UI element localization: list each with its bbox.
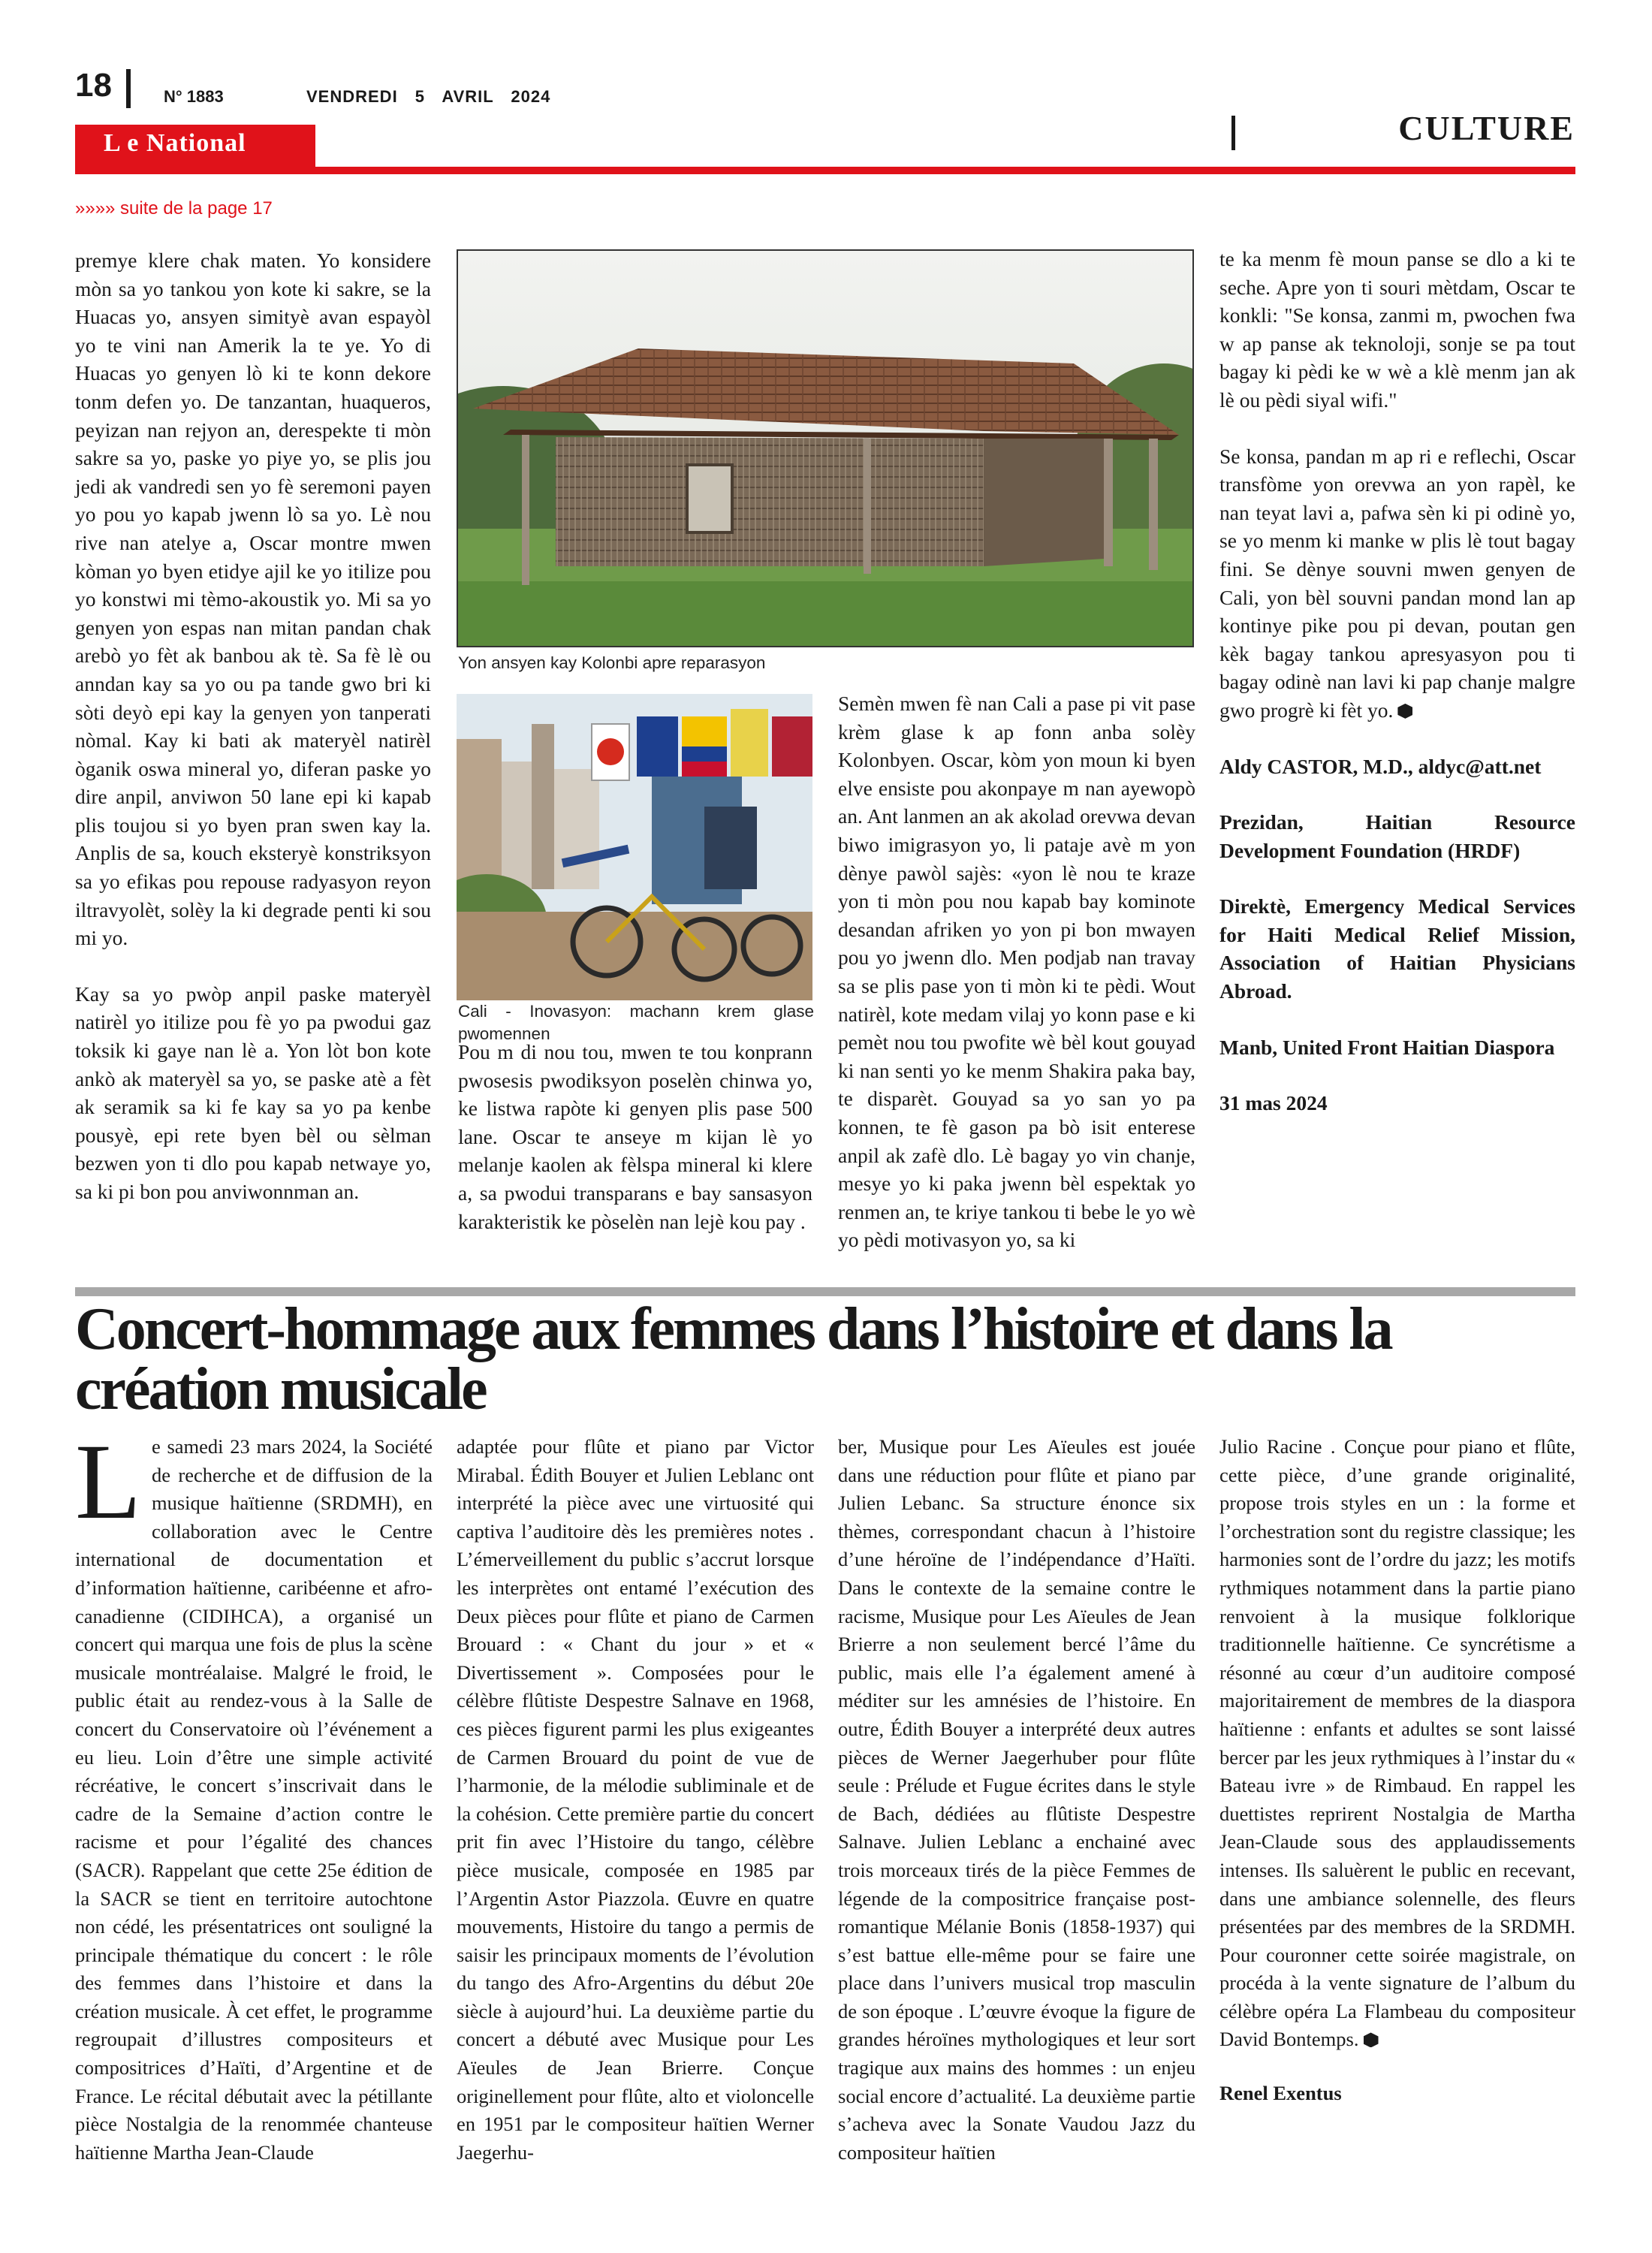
ice-cream-vendor-photo (457, 694, 812, 1000)
continued-from-link[interactable]: »»»» suite de la page 17 (75, 198, 273, 219)
paragraph (1219, 442, 1575, 725)
vendor-illustration (457, 694, 812, 1000)
header-divider (126, 69, 131, 108)
paragraph: te ka menm fè moun panse se dlo a ki te seche. Apre yon ti souri mètdam, Oscar te konkli: "Se konsa, zanmi m, pwochen fwa w ap panse ak teknoloji, sonje se pa tout bagay ki pèdi ke w wè a klè menm jan ak lè ou pèdi siyal wifi." (1219, 247, 1575, 412)
top-article-column-5 (1219, 245, 1575, 1117)
bottom-article-column-2: adaptée pour flûte et piano par Victor Mirabal. Édith Bouyer et Julien Leblanc ont interprété la pièce avec une virtuosité qui captiva l’auditoire dès les premières notes . L’émerveillement du public s’accrut lorsque les interprètes ont entamé l’exécution des Deux pièces pour flûte et piano de Carmen Brouard : « Chant du jour » et « Divertissement ». Composées pour le célèbre flûtiste Despestre Salnave en 1968, ces pièces figurent parmi les plus exigeantes de Carmen Brouard du point de vue de l’harmonie, de la mélodie subliminale et de la cohésion. Cette première partie du concert prit fin avec l’Histoire du tango, célèbre pièce musicale, composée en 1985 par l’Argentin Astor Piazzola. Œuvre en quatre mouvements, Histoire du tango a permis de saisir les principaux moments de l’évolution du tango des Afro-Argentins du début 20e siècle à aujourd’hui. La deuxième partie du concert a débuté avec Musique pour Les Aïeules de Jean Brierre. Conçue originellement pour flûte, alto et violoncelle en 1951 par le compositeur haïtien Werner Jaegerhu- (457, 1435, 814, 2164)
house-illustration (458, 251, 1194, 647)
issue-number: N° 1883 (164, 87, 224, 106)
top-article-column-4 (838, 689, 1195, 1254)
author-role: Manb, United Front Haitian Diaspora (1219, 1035, 1555, 1059)
paragraph-text: e samedi 23 mars 2024, la Société de recherche et de diffusion de la musique haïtienne (SRDMH), en collaboration avec le Centre international de documentation et d’information haïtienne, caribéenne et afro-canadienne (CIDIHCA), a organisé un concert qui marqua une fois de plus la scène musicale montréalaise. Malgré le froid, le public était au rendez-vous à la Salle de concert du Conservatoire où l’événement a eu lieu. Loin d’être une simple activité récréative, le concert s’inscrivait dans le cadre de la Semaine d’action contre le racisme et pour l’égalité des chances (SACR). Rappelant que cette 25e édition de la SACR se tient en territoire autochtone non cédé, les présentatrices ont souligné la principale thématique du concert : le rôle des femmes dans l’histoire et dans la création musicale. À cet effet, le programme regroupait d’illustres compositeurs et compositrices d’Haïti, d’Argentine et de France. Le récital débutait avec la pétillante pièce Nostalgia de la renommée chanteuse haïtienne Martha Jean-Claude (75, 1435, 433, 2164)
drop-cap: L (75, 1422, 141, 1542)
photo-caption: Yon ansyen kay Kolonbi apre reparasyon (458, 653, 766, 672)
article-headline: Concert-hommage aux femmes dans l’histoire et dans la création musicale (75, 1296, 1391, 1422)
section-divider (1231, 116, 1235, 150)
top-article-column-3 (458, 1038, 812, 1235)
paragraph: Semèn mwen fè nan Cali a pase pi vit pase krèm glase k ap fonn anba solèy Kolonbyen. Oscar, kòm yon moun ki byen elve ensiste pou akonpaye m nan ayewopò an. Ant lanmen an ak akolad orevwa devan biwo imigrasyon yo, li pataje avè m yon dènye pawòl sajès: «yon lè nou te kraze yon ti mòn pou nou kapab bay kominote desandan afriken yo yon pi bon mwayen pou yo jwenn dlo. Men podjab nan travay sa se plis pase yon ti mòn ki te pèdi. Wout natirèl, kote medam vilaj yo konn pase e ki pemèt nou tou pwofite wè bèl kout gouyad ki nan senti yo ke menm Shakira paka bay, te disparèt. Gouyad sa yo san yo pa konnen, te fè gason pa bò isit enterese anpil ak zafè dlo. Lè bagay yo vin chanje, mesye yo ki paka jwenn bèl espektak yo renmen an, te kriye tankou ti bebe le yo wè yo pèdi motivasyon yo, sa ki (838, 692, 1195, 1252)
author-role: Prezidan, Haitian Resource Development Foundation (HRDF) (1219, 810, 1575, 862)
photo-caption: Cali - Inovasyon: machann krem glase pwomennen (458, 1002, 814, 1043)
author-signature: Aldy CASTOR, M.D., aldyc@att.net (1219, 754, 1542, 778)
paragraph: premye klere chak maten. Yo konsidere mòn sa yo tankou yon kote ki sakre, se la Huacas yo, ansyen simityè avan espayòl yo te vini nan Amerik la te ye. Yo di Huacas yo genyen lò ki te konn dekore tonm defen yo. De tanzantan, huaqueros, peyizan nan rejyon an, derespekte ti mòn sakre sa yo, paske yo piye yo, se plis jou jedi ak vandredi sen yo fè seremoni payen yo pou yo kapab jwenn lò sa yo. Lè nou rive nan atelye a, Oscar montre mwen kòman yo byen etidye ajil ke yo itilize pou yo konstwi mi tèmo-akoustik yo. Mi sa yo genyen yon espas nan mitan pandan chak arebò yo fèt ak banbou ak tè. Sa fè lè ou anndan kay sa yo ou pa tande gwo bri ki sòti deyò epi kay la genyen yon tanperati nòmal. Kay ki bati ak materyèl natirèl òganik oswa mineral yo, diferan paske yo dire anpil, anviwon 50 lane epi ki kapab plis toujou si yo byen pran swen kay la. Anplis de sa, kouch eksteryè konstriksyon sa yo efikas pou repouse radyasyon reyon iltravyolèt, solèy la ki degrade penti ki sou mi yo. (75, 249, 431, 950)
paragraph: Kay sa yo pwòp anpil paske materyèl natirèl yo itilize pou fè yo pa pwodui gaz toksik ki gaye nan lè a. Yon lòt bon kote ankò ak materyèl sa yo, se paske atè a fèt ak seramik sa ki fe kay sa yo pa kenbe pousyè, epi rete byen bèl ou sèlman bezwen yon ti dlo pou kapab netwaye yo, sa ki pi bon pou anviwonnman an. (75, 982, 431, 1203)
paragraph (1219, 1433, 1575, 2054)
header-red-rule (75, 167, 1575, 174)
section-title: CULTURE (1398, 109, 1575, 147)
publication-name: L e National (104, 129, 246, 157)
end-of-article-icon (1397, 704, 1412, 719)
colombian-house-photo (457, 249, 1194, 647)
top-article-column-1 (75, 246, 431, 1206)
bottom-article-column-3: ber, Musique pour Les Aïeules est jouée dans une réduction pour flûte et piano par Julien Lebanc. Sa structure énonce six thèmes, correspondant chacun à l’histoire d’une héroïne de l’indépendance d’Haïti. Dans le contexte de la semaine contre le racisme, Musique pour Les Aïeules de Jean Brierre a non seulement bercé l’âme du public, mais elle l’a également amené à méditer sur les amnésies de l’histoire. En outre, Édith Bouyer a interprété deux autres pièces de Werner Jaegerhuber pour flûte seule : Prélude et Fugue écrites dans le style de Bach, dédiées au flûtiste Despestre Salnave. Julien Leblanc a enchainé avec trois morceaux tirés de la pièce Femmes de légende de la compositrice française post-romantique Mélanie Bonis (1858-1937) qui s’est battue elle-même pour se faire une place dans l’univers musical trop masculin de son époque . L’œuvre évoque la figure de grandes héroïnes mythologiques et leur sort tragique aux mains des hommes : un enjeu social encore d’actualité. La deuxième partie s’acheva avec la Sonate Vaudou Jazz du compositeur haïtien (838, 1435, 1195, 2164)
article-separator (75, 1287, 1575, 1296)
bottom-article-column-4 (1219, 1433, 1575, 2108)
paragraph: Pou m di nou tou, mwen te tou konprann pwosesis pwodiksyon poselèn chinwa yo, ke listwa rapòte ki genyen plis pase 500 lane. Oscar te anseye m kijan lè yo melanje kaolen ak fèlspa mineral ki klere a, sa pwodui transparans e bay sansasyon karakteristik ke pòselèn nan lejè kou pay . (458, 1040, 812, 1233)
article-author: Renel Exentus (1219, 2082, 1342, 2105)
issue-date: VENDREDI 5 AVRIL 2024 (306, 87, 551, 106)
bottom-article-column-1 (75, 1422, 433, 2167)
paragraph-text: Se konsa, pandan m ap ri e reflechi, Oscar transfòme yon orevwa an yon rapèl, ke nan teyat lavi a, pafwa sèn ki pi odinè yo, se yo menm ki manke w plis lè tout bagay fini. Se dènye souvni mwen genyen de Cali, yon bèl souvni pandan mond lan ap kontinye pike pou pi devan, poutan gen kèk bagay tankou apresyasyon pou ti bagay odinè nan lavi ki pap chanje malgre gwo progrè ki fèt yo. (1219, 444, 1575, 722)
paragraph-text: Julio Racine . Conçue pour piano et flûte, cette pièce, d’une grande originalité, propose trois styles en un : la forme et l’orchestration sont du registre classique; les harmonies sont de l’ordre du jazz; les motifs rythmiques notamment dans la partie piano renvoient à la musique folklorique traditionnelle haïtienne. Ce syncrétisme a résonné au cœur d’un auditoire composé majoritairement de membres de la diaspora haïtienne : enfants et adultes se sont laissé bercer par les jeux rythmiques à l’instar du « Bateau ivre » de Rimbaud. En rappel les duettistes reprirent Nostalgia de Martha Jean-Claude sous des applaudissements intenses. Ils saluèrent le public en recevant, dans une ambiance solennelle, des fleurs présentées par des membres de la SRDMH. Pour couronner cette soirée magistrale, on procéda à la vente signature de l’album du célèbre opéra La Flambeau du compositeur David Bontemps. (1219, 1435, 1575, 2051)
end-of-article-icon (1364, 2032, 1379, 2047)
page-number: 18 (75, 67, 112, 104)
signature-date: 31 mas 2024 (1219, 1091, 1328, 1115)
author-role: Direktè, Emergency Medical Services for Haiti Medical Relief Mission, Association of Haitian Physicians Abroad. (1219, 894, 1575, 1003)
